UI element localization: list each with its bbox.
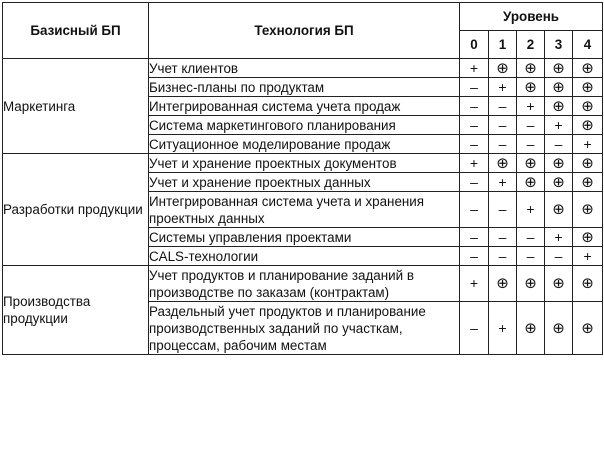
level-mark: – (460, 173, 489, 192)
level-mark: – (489, 247, 517, 266)
level-mark: + (517, 97, 545, 116)
header-level-0: 0 (460, 31, 489, 59)
level-mark: – (517, 247, 545, 266)
level-mark: ⊕ (489, 59, 517, 78)
level-mark: ⊕ (545, 154, 573, 173)
level-mark: ⊕ (545, 173, 573, 192)
level-mark: ⊕ (545, 192, 573, 228)
level-mark: ⊕ (573, 97, 603, 116)
group-name: Маркетинга (3, 59, 149, 154)
level-mark: ⊕ (573, 173, 603, 192)
level-mark: ⊕ (517, 266, 545, 302)
technology-levels-table (2, 2, 603, 355)
table-row (3, 59, 603, 78)
level-mark: – (489, 228, 517, 247)
level-mark: ⊕ (489, 154, 517, 173)
level-mark: ⊕ (573, 154, 603, 173)
header-base-bp: Базисный БП (3, 3, 149, 59)
level-mark: ⊕ (545, 78, 573, 97)
level-mark: – (489, 116, 517, 135)
table-row (3, 154, 603, 173)
level-mark: – (460, 135, 489, 154)
level-mark: – (460, 116, 489, 135)
tech-cell: Системы управления проектами (149, 228, 460, 247)
level-mark: – (489, 135, 517, 154)
level-mark: – (489, 97, 517, 116)
level-mark: ⊕ (573, 302, 603, 355)
level-mark: + (460, 266, 489, 302)
level-mark: ⊕ (573, 266, 603, 302)
level-mark: ⊕ (517, 78, 545, 97)
level-mark: – (460, 228, 489, 247)
level-mark: ⊕ (545, 302, 573, 355)
level-mark: – (545, 247, 573, 266)
level-mark: ⊕ (517, 154, 545, 173)
header-level-4: 4 (573, 31, 603, 59)
tech-cell: Интегрированная система учета продаж (149, 97, 460, 116)
level-mark: – (460, 247, 489, 266)
level-mark: ⊕ (545, 266, 573, 302)
level-mark: + (545, 228, 573, 247)
group-name: Производства продукции (3, 266, 149, 355)
header-tech-bp: Технология БП (149, 3, 460, 59)
level-mark: + (460, 154, 489, 173)
level-mark: ⊕ (573, 59, 603, 78)
level-mark: ⊕ (573, 116, 603, 135)
group-name: Разработки продукции (3, 154, 149, 266)
level-mark: ⊕ (489, 266, 517, 302)
tech-cell: Учет и хранение проектных данных (149, 173, 460, 192)
tech-cell: CALS-технологии (149, 247, 460, 266)
level-mark: – (489, 192, 517, 228)
level-mark: + (573, 247, 603, 266)
tech-cell: Интегрированная система учета и хранения проектных данных (149, 192, 460, 228)
tech-cell: Учет продуктов и планирование заданий в производстве по заказам (контрактам) (149, 266, 460, 302)
level-mark: – (517, 228, 545, 247)
level-mark: – (517, 116, 545, 135)
level-mark: – (460, 302, 489, 355)
level-mark: + (517, 192, 545, 228)
level-mark: ⊕ (517, 302, 545, 355)
level-mark: ⊕ (573, 228, 603, 247)
tech-cell: Учет клиентов (149, 59, 460, 78)
header-level-2: 2 (517, 31, 545, 59)
level-mark: + (489, 173, 517, 192)
tech-cell: Раздельный учет продуктов и планирование производственных заданий по участкам, процессам, рабочим местам (149, 302, 460, 355)
level-mark: – (517, 135, 545, 154)
tech-cell: Система маркетингового планирования (149, 116, 460, 135)
tech-cell: Ситуационное моделирование продаж (149, 135, 460, 154)
level-mark: + (545, 116, 573, 135)
level-mark: – (460, 97, 489, 116)
level-mark: – (460, 192, 489, 228)
level-mark: + (489, 78, 517, 97)
level-mark: ⊕ (517, 173, 545, 192)
header-level: Уровень (460, 3, 603, 31)
level-mark: ⊕ (545, 97, 573, 116)
level-mark: ⊕ (517, 59, 545, 78)
level-mark: + (460, 59, 489, 78)
tech-cell: Бизнес-планы по продуктам (149, 78, 460, 97)
level-mark: – (460, 78, 489, 97)
level-mark: + (573, 135, 603, 154)
header-level-1: 1 (489, 31, 517, 59)
header-level-3: 3 (545, 31, 573, 59)
tech-cell: Учет и хранение проектных документов (149, 154, 460, 173)
table-row (3, 266, 603, 302)
level-mark: – (545, 135, 573, 154)
level-mark: ⊕ (573, 78, 603, 97)
level-mark: + (489, 302, 517, 355)
level-mark: ⊕ (573, 192, 603, 228)
level-mark: ⊕ (545, 59, 573, 78)
